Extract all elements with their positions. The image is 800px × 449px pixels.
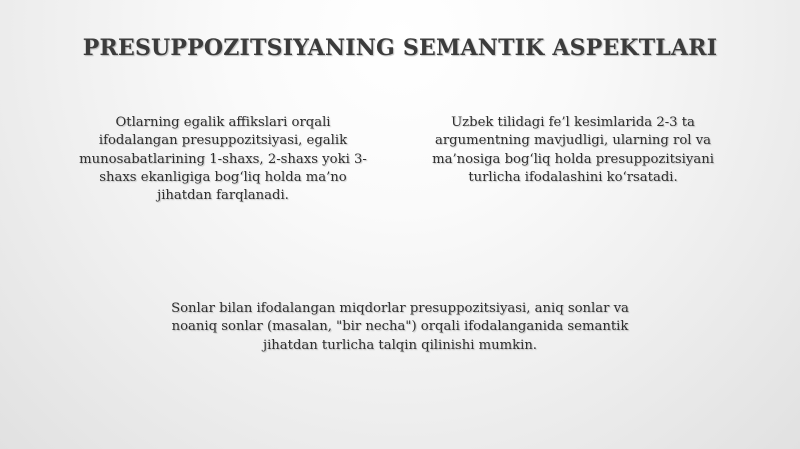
text-line: noaniq sonlar (masalan, "bir necha") orqali ifodalanganida semantik <box>171 319 629 335</box>
text-line: ifodalangan presuppozitsiyasi, egalik <box>98 133 348 149</box>
text-line: argumentning mavjudligi, ularning rol va <box>434 133 712 149</box>
text-block-numerals <box>130 300 670 355</box>
text-line: Otlarning egalik affikslari orqali <box>115 115 331 130</box>
text-block-possessive-affixes <box>58 114 388 205</box>
text-line: Uzbek tilidagi fe’l kesimlarida 2-3 ta <box>451 115 695 130</box>
text-block-verb-predicates <box>408 114 738 187</box>
slide-title: PRESUPPOZITSIYANING SEMANTIK ASPEKTLARI <box>82 35 718 61</box>
text-line: Sonlar bilan ifodalangan miqdorlar presuppozitsiyasi, aniq sonlar va <box>171 301 629 316</box>
text-line: jihatdan turlicha talqin qilinishi mumkin. <box>262 337 537 353</box>
text-line: munosabatlarining 1-shaxs, 2-shaxs yoki 3- <box>79 151 367 167</box>
text-line: ma’nosiga bog‘liq holda presuppozitsiyani <box>432 151 714 167</box>
text-line: shaxs ekanligiga bog‘liq holda ma’no <box>99 169 347 185</box>
text-line: jihatdan farqlanadi. <box>157 188 289 204</box>
text-line: turlicha ifodalashini ko‘rsatadi. <box>468 169 678 185</box>
